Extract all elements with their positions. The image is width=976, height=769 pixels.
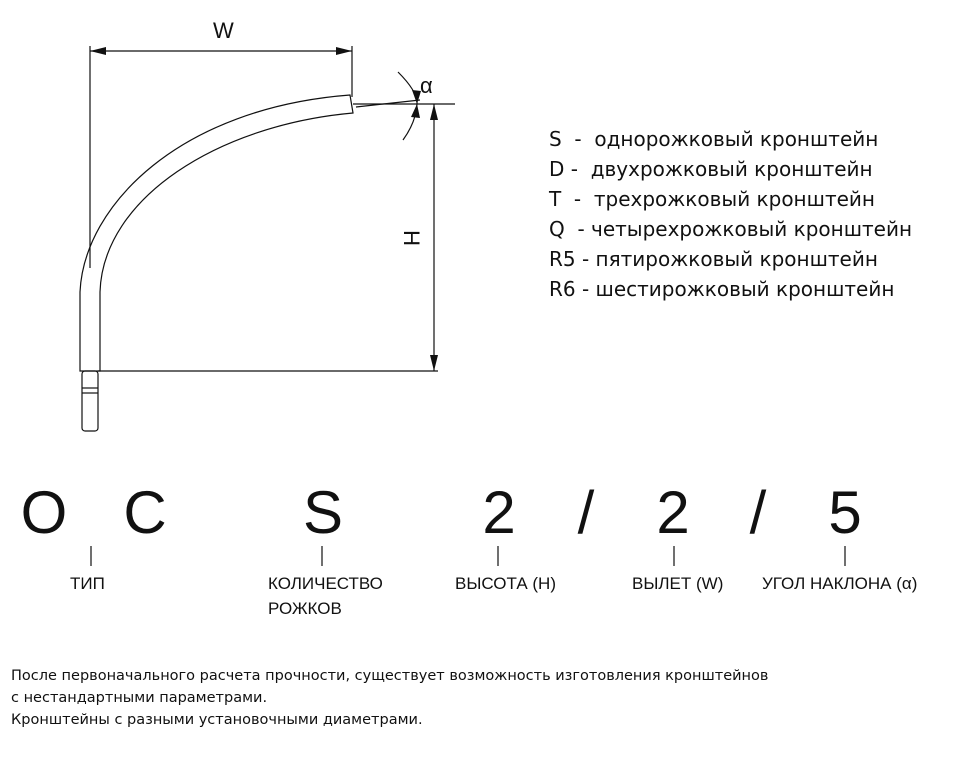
legend-item-d: D - двухрожковый кронштейн [549,157,873,181]
bracket-arm [80,95,353,371]
code-char-s: S [302,479,344,546]
legend-item-r6: R6 - шестирожковый кронштейн [549,277,895,301]
label-count: КОЛИЧЕСТВО РОЖКОВ [268,574,383,618]
label-angle: УГОЛ НАКЛОНА (α) [762,574,918,593]
note-line-2: с нестандартными параметрами. [11,690,268,706]
angle-arc [398,72,417,140]
notes [11,665,768,731]
code-separator-1: / [577,479,595,546]
legend-item-q: Q - четырехрожковый кронштейн [549,217,913,241]
code-char-width: 2 [656,479,690,546]
alpha-label: α [420,73,433,98]
bracket-spigot [82,371,98,431]
label-width: ВЫЛЕТ (W) [632,574,724,593]
legend-item-r5: R5 - пятирожковый кронштейн [549,247,878,271]
code-char-height: 2 [482,479,516,546]
note-line-3: Кронштейны с разными установочными диаметрами. [11,712,423,728]
legend-item-s: S - однорожковый кронштейн [549,127,879,151]
label-type: ТИП [70,574,105,593]
h-label: H [399,230,424,246]
code-separator-2: / [749,479,767,546]
bracket-type-legend [549,124,912,304]
code-char-angle: 5 [828,479,862,546]
label-height: ВЫСОТА (H) [455,574,556,593]
w-label: W [213,18,234,43]
note-line-1: После первоначального расчета прочности, существует возможность изготовления кронштейнов [11,668,769,684]
code-char-o: O [20,479,68,546]
legend-item-t: T - трехрожковый кронштейн [549,187,875,211]
code-char-c: C [123,479,167,546]
